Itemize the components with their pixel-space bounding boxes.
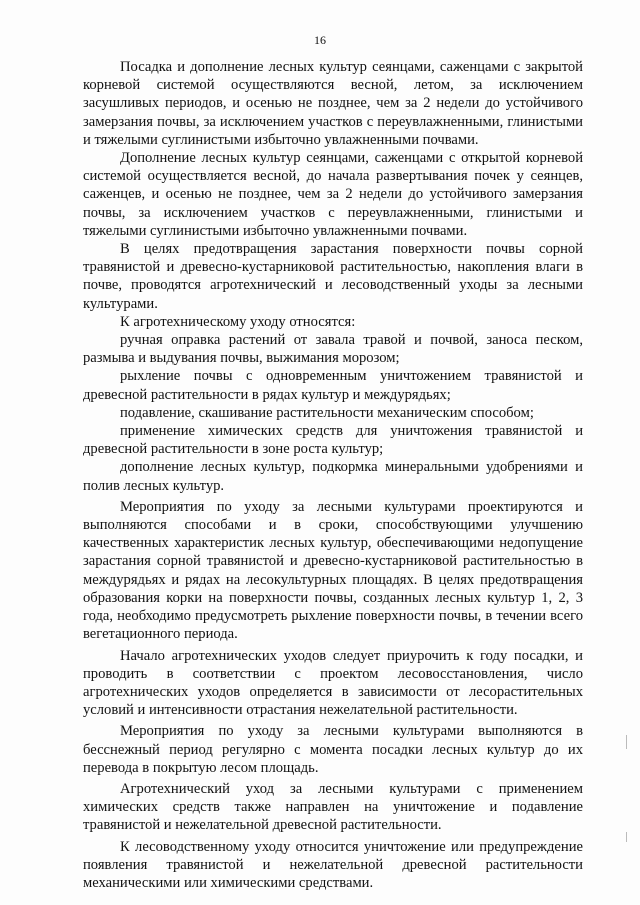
paragraph: Мероприятия по уходу за лесными культурами выполняются в бесснежный период регулярно с момента посадки лесных культур до их перевода в покрытую лесом площадь. (83, 723, 583, 776)
document-body (83, 58, 583, 892)
scan-edge-mark (626, 735, 627, 749)
paragraph: Начало агротехнических уходов следует приурочить к году посадки, и проводить в соответствии с проектом лесовосстановления, число агротехнических уходов определяется в зависимости от лесорастительных условий и интенсивности отрастания нежелательной растительности. (83, 647, 583, 719)
list-item: подавление, скашивание растительности механическим способом; (120, 404, 534, 421)
list-item: ручная оправка растений от завала травой и почвой, заноса песком, размыва и выдувания почвы, выжимания морозом; (83, 332, 583, 367)
paragraph: Посадка и дополнение лесных культур сеянцами, саженцами с закрытой корневой системой осуществляются весной, летом, за исключением засушливых периодов, и осенью не позднее, чем за 2 недели до устойчивого замерзания почвы, за исключением участков с переувлажненными, глинистыми и тяжелыми суглинистыми избыточно увлажненными почвами. (83, 59, 583, 148)
page-number: 16 (314, 33, 326, 47)
scan-edge-mark (626, 832, 627, 842)
paragraph: Дополнение лесных культур сеянцами, саженцами с открытой корневой системой осуществляется весной, до начала развертывания почек у сеянцев, саженцев, и осенью не позднее, чем за 2 недели до устойчивого замерзания почвы, за исключением участков с переувлажненными, глинистыми и тяжелыми суглинистыми избыточно увлажненными почвами. (83, 150, 583, 239)
paragraph: В целях предотвращения зарастания поверхности почвы сорной травянистой и древесно-кустарниковой растительностью, накопления влаги в почве, проводятся агротехнический и лесоводственный уходы за лесными культурами. (83, 241, 583, 312)
paragraph: Мероприятия по уходу за лесными культурами проектируются и выполняются способами и в сроки, способствующими улучшению качественных характеристик лесных культур, обеспечивающими недопущение зарастания сорной травянистой и древесно-кустарниковой растительностью в междурядьях и рядах на лесокультурных площадях. В целях предотвращения образования корки на поверхности почвы, созданных лесных культур 1, 2, 3 года, необходимо предусмотреть рыхление поверхности почвы, в течении всего вегетационного периода. (83, 498, 583, 643)
paragraph: К лесоводственному уходу относится уничтожение или предупреждение появления травянистой и нежелательной древесной растительности механическими или химическими средствами. (83, 838, 583, 891)
paragraph: К агротехническому уходу относятся: (120, 313, 356, 330)
list-item: применение химических средств для уничтожения травянистой и древесной растительности в зоне роста культур; (83, 423, 583, 458)
paragraph: Агротехнический уход за лесными культурами с применением химических средств также направлен на уничтожение и подавление травянистой и нежелательной древесной растительности. (83, 780, 583, 834)
list-item: рыхление почвы с одновременным уничтожением травянистой и древесной растительности в рядах культур и междурядьях; (83, 368, 583, 403)
list-item: дополнение лесных культур, подкормка минеральными удобрениями и полив лесных культур. (83, 459, 583, 494)
